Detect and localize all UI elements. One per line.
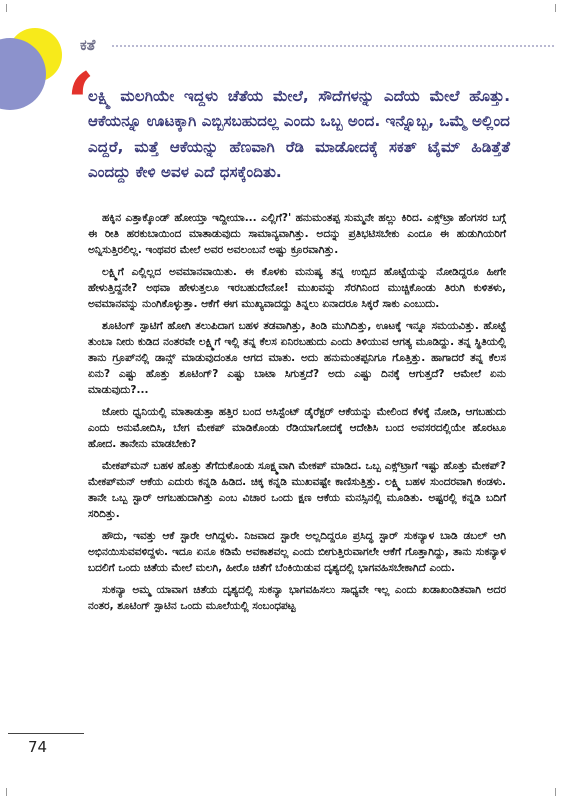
crop-mark-top-right: [547, 4, 556, 12]
crop-mark-bottom-left: [6, 788, 15, 796]
body-paragraph: ಜೋರು ಧ್ವನಿಯಲ್ಲಿ ಮಾತಾಡುತ್ತಾ ಹತ್ತಿರ ಬಂದ ಅಸಿಸ್ಟೆಂಟ್ ಡೈರೆಕ್ಟರ್ ಆಕೆಯನ್ನು ಮೇಲಿಂದ ಕೆಳಕ್ಕೆ ನೋಡಿ, ಆಗಬಹುದು ಎಂದು ಅನುಮೋದಿಸಿ, ಬೇಗ ಮೇಕಪ್ ಮಾಡಿಕೊಂಡು ರೆಡಿಯಾಗೋದಕ್ಕೆ ಆದೇಶಿಸಿ ಬಂದ ಅವಸರದಲ್ಲಿಯೇ ಹೊರಟೂ ಹೋದ. ತಾನೇನು ಮಾಡಬೇಕು?: [88, 406, 506, 450]
quote-mark-icon: ‘: [66, 54, 96, 153]
body-paragraph: ಲಕ್ಷ್ಮಿಗೆ ಎಲ್ಲಿಲ್ಲದ ಅವಮಾನವಾಯಿತು. ಈ ಕೊಳಕು ಮನುಷ್ಯ ತನ್ನ ಉಬ್ಬಿದ ಹೊಟ್ಟೆಯನ್ನು ನೋಡಿದ್ದರೂ ಹೀಗೇ ಹೇಳುತ್ತಿದ್ದನೇ? ಅಥವಾ ಹೇಳುತ್ತಲೂ ಇರಬಹುದೇನೋ! ಮುಖವನ್ನು ಸೆರಗಿನಿಂದ ಮುಚ್ಚಿಕೊಂಡು ತಿರುಗಿ ಕುಳಿತಳು, ಅವಮಾನವನ್ನು ನುಂಗಿಕೊಳ್ಳುತ್ತಾ. ಆಕೆಗೆ ಈಗ ಮುಖ್ಯವಾದದ್ದು ತಿನ್ನಲು ಏನಾದರೂ ಸಿಕ್ಕರೆ ಸಾಕು ಎಂಬುದು.: [88, 266, 506, 310]
header-dotted-rule: [112, 45, 554, 47]
page-number: 74: [28, 738, 48, 756]
lede-paragraph: ಲಕ್ಷ್ಮಿ ಮಲಗಿಯೇ ಇದ್ದಳು ಚೆತೆಯ ಮೇಲೆ, ಸೌದೆಗಳನ್ನು ಎದೆಯ ಮೇಲೆ ಹೊತ್ತು. ಆಕೆಯನ್ನೂ ಊಟಕ್ಕಾಗಿ ಎಬ್ಬಿಸಬಹುದಲ್ಲ ಎಂದು ಒಬ್ಬ ಅಂದ. ಇನ್ನೊಬ್ಬ, ಒಮ್ಮೆ ಅಲ್ಲಿಂದ ಎದ್ದರೆ, ಮತ್ತೆ ಆಕೆಯನ್ನು ಹೆಣವಾಗಿ ರೆಡಿ ಮಾಡೋದಕ್ಕೆ ಸಕತ್ ಟೈಮ್ ಹಿಡಿತ್ತೆತೆ ಎಂದದ್ದು ಕೇಳಿ ಅವಳ ಎದೆ ಧಸಕ್ಕೆಂದಿತು.: [88, 87, 510, 181]
body-paragraph: ಹಕ್ಕಿನ ಎತ್ತಾಕ್ಕೊಂಡ್ ಹೋಯ್ತಾ ಇದ್ದೀಯಾ... ಎಲ್ಲಿಗೆ?' ಹನುಮಂತಪ್ಪ ಸುಮ್ಮನೇ ಹಲ್ಲು ಕಿರಿದ. ಎಕ್ಸ್‌ಟ್ರಾ ಹೆಂಗಸರ ಬಗ್ಗೆ ಈ ರೀತಿ ಹರಕುಬಾಯಿಂದ ಮಾತಾಡುವುದು ಸಾಮಾನ್ಯವಾಗಿತ್ತು. ಅದನ್ನು ಪ್ರತಿಭಟಿಸಬೇಕು ಎಂದೂ ಈ ಹುಡುಗಿಯರಿಗೆ ಅನ್ನಿಸುತ್ತಿರಲಿಲ್ಲ. ಇಂಥವರ ಮೇಲೆ ಅವರ ಅವಲಂಬನೆ ಅಷ್ಟು ಕ್ರೂರವಾಗಿತ್ತು.: [88, 212, 506, 256]
body-paragraph: ಮೇಕಪ್‌ಮನ್ ಬಹಳ ಹೊತ್ತು ತೆಗೆದುಕೊಂಡು ಸೂಕ್ಷ್ಮವಾಗಿ ಮೇಕಪ್ ಮಾಡಿದ. ಒಬ್ಬ ಎಕ್ಸ್‌ಟ್ರಾಗೆ ಇಷ್ಟು ಹೊತ್ತು ಮೇಕಪ್? ಮೇಕಪ್‌ಮನ್ ಆಕೆಯ ಎದುರು ಕನ್ನಡಿ ಹಿಡಿದ. ಚಿಕ್ಕ ಕನ್ನಡಿ ಮುಖವಷ್ಟೇ ಕಾಣಿಸುತ್ತಿತ್ತು. ಲಕ್ಷ್ಮಿ ಬಹಳ ಸುಂದರವಾಗಿ ಕಂಡಳು. ತಾನೇ ಒಬ್ಬ ಸ್ಟಾರ್ ಆಗಬಹುದಾಗಿತ್ತು ಎಂಬ ವಿಚಾರ ಒಂದು ಕ್ಷಣ ಆಕೆಯ ಮನಸ್ಸಿನಲ್ಲಿ ಮೂಡಿತು. ಅಷ್ಟರಲ್ಲಿ ಕನ್ನಡಿ ಬದಿಗೆ ಸರಿದಿತ್ತು.: [88, 460, 506, 520]
section-label: ಕತೆ: [80, 36, 96, 54]
page-number-rule: [8, 733, 84, 734]
body-paragraph: ಶೂಟಿಂಗ್ ಸ್ಪಾಟಿಗೆ ಹೋಗಿ ತಲುಪಿದಾಗ ಬಹಳ ತಡವಾಗಿತ್ತು, ತಿಂಡಿ ಮುಗಿದಿತ್ತು, ಊಟಕ್ಕೆ ಇನ್ನೂ ಸಮಯವಿತ್ತು. ಹೊಟ್ಟೆ ತುಂಬಾ ನೀರು ಕುಡಿದ ನಂತರವೇ ಲಕ್ಷ್ಮಿಗೆ ಇಲ್ಲಿ ತನ್ನ ಕೆಲಸ ಏನಿರಬಹುದು ಎಂದು ತಿಳಿಯುವ ಆಗತ್ಯ ಮೂಡಿದ್ದು. ತನ್ನ ಸ್ಥಿತಿಯಲ್ಲಿ ತಾನು ಗ್ರೂಪ್‌ನಲ್ಲಿ ಡಾನ್ಸ್ ಮಾಡುವುದಂತೂ ಆಗದ ಮಾತು. ಅದು ಹನುಮಂತಪ್ಪನಿಗೂ ಗೊತ್ತಿತ್ತು. ಹಾಗಾದರೆ ತನ್ನ ಕೆಲಸ ಏನು? ಎಷ್ಟು ಹೊತ್ತು ಶೂಟಿಂಗ್? ಎಷ್ಟು ಬಾಟಾ ಸಿಗುತ್ತದೆ? ಅದು ಎಷ್ಟು ದಿನಕ್ಕೆ ಆಗುತ್ತದೆ? ಆಮೇಲೆ ಏನು ಮಾಡುವುದು?...: [88, 320, 506, 396]
body-paragraph: ಸುಕನ್ಯಾ ಅಮ್ಮ ಯಾವಾಗ ಚಿತೆಯ ದೃಶ್ಯದಲ್ಲಿ ಸುಕನ್ಯಾ ಭಾಗವಹಿಸಲು ಸಾಧ್ಯವೇ ಇಲ್ಲ ಎಂದು ಖಡಾಖಂಡಿತವಾಗಿ ಅದರ ನಂತರ, ಶೂಟಿಂಗ್ ಸ್ಪಾಟಿನ ಒಂದು ಮೂಲೆಯಲ್ಲಿ ಸಂಬಂಧಪಟ್ಟ: [88, 584, 506, 612]
crop-mark-top-left: [6, 4, 15, 12]
story-body: [88, 210, 506, 620]
body-paragraph: ಹೌದು, ಇವತ್ತು ಆಕೆ ಸ್ಟಾರೇ ಆಗಿದ್ದಳು. ನಿಜವಾದ ಸ್ಟಾರೇ ಅಲ್ಲದಿದ್ದರೂ ಪ್ರಸಿದ್ಧ ಸ್ಟಾರ್ ಸುಕನ್ಯಾಳ ಬಾಡಿ ಡಬಲ್ ಆಗಿ ಅಭಿನಯಿಸುವವಳಿದ್ದಳು. ಇದೂ ಏನೂ ಕಡಿಮೆ ಅವಕಾಶವಲ್ಲ ಎಂದು ಬೀಗುತ್ತಿರುವಾಗಲೇ ಆಕೆಗೆ ಗೊತ್ತಾಗಿದ್ದು, ತಾನು ಸುಕನ್ಯಾಳ ಬದಲಿಗೆ ಒಂದು ಚಿತೆಯ ಮೇಲೆ ಮಲಗಿ, ಹೀರೊ ಚಿತೆಗೆ ಬೆಂಕಿಯಿಡುವ ದೃಶ್ಯದಲ್ಲಿ ಭಾಗವಹಿಸಬೇಕಾಗಿದೆ ಎಂದು.: [88, 530, 506, 574]
crop-mark-bottom-right: [547, 788, 556, 796]
